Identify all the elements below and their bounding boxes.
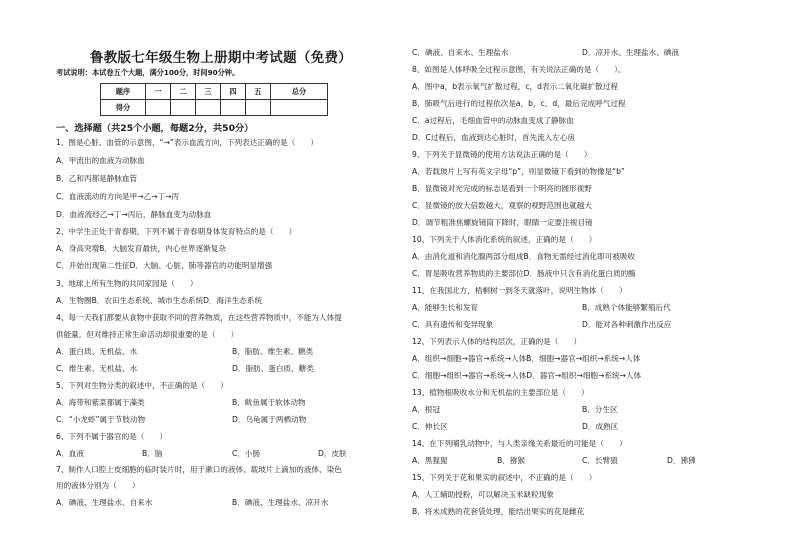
question-line: 8、如图是人体呼吸全过程示意图，有关说法正确的是（ ）。 xyxy=(412,65,626,74)
option-line: D．脂肪、蛋白质、糖类 xyxy=(232,364,314,373)
exam-note: 考试说明：本试卷五个大题，满分100分，时间90分钟。 xyxy=(56,68,240,77)
option-line: B．将未成熟的花套袋处理，能结出果实的花是雌花 xyxy=(412,507,585,516)
score-cell xyxy=(171,100,196,116)
option-line: A．身高突增B．大脑发育最快，内心世界逐渐复杂 xyxy=(56,244,226,253)
option-line: A．海带和紫菜都属于藻类 xyxy=(56,398,145,407)
option-line: A．根冠 xyxy=(412,405,440,414)
option-line: B．分生区 xyxy=(582,405,618,414)
question-line: 10、下列关于人体消化系统的叙述，正确的是（ ） xyxy=(412,235,597,244)
option-line: C．小肠 xyxy=(232,449,261,458)
option-line: A．图中a，b表示氧气扩散过程，c，d表示二氧化碳扩散过程 xyxy=(412,82,618,91)
option-line: B．乙和丙都是静脉血管 xyxy=(56,174,138,183)
option-line: B．成熟个体能够繁殖后代 xyxy=(582,303,671,312)
option-line: A．由消化道和消化腺两部分组成B．食物无需经过消化即可被吸收 xyxy=(412,252,636,261)
option-line: C．显微镜的放大倍数越大，观察的视野范围也就越大 xyxy=(412,201,592,210)
option-line: A．能够生长和发育 xyxy=(412,303,478,312)
question-line: 13、植物根吸收水分和无机盐的主要部位是（ ） xyxy=(412,388,589,397)
option-line: B．显微镜对光完成的标志是看到一个明亮的圆形视野 xyxy=(412,184,592,193)
question-line: 11、在我国北方，梧桐树一到冬天就落叶，说明生物体（ ） xyxy=(412,286,627,295)
question-line: 5、下列对生物分类的叙述中，不正确的是（ ） xyxy=(56,381,228,390)
option-line: B．脑 xyxy=(142,449,163,458)
score-header-cell: 总分 xyxy=(271,84,328,100)
question-line: 用的液体分别为（ ） xyxy=(56,481,140,490)
option-line: C．细胞→组织→器官→系统→人体D．器官→组织→细胞→系统→人体 xyxy=(412,371,642,380)
option-line: A．蛋白质、无机盐、水 xyxy=(56,347,138,356)
score-header-cell: 二 xyxy=(171,84,196,100)
score-header-cell: 题序 xyxy=(101,84,146,100)
option-line: C．胃是吸收营养物质的主要部位D．肠液中只含有消化蛋白质的酶 xyxy=(412,269,636,278)
option-line: B．鱿鱼属于软体动物 xyxy=(232,398,306,407)
option-line: C．维生素、无机盐、水 xyxy=(56,364,138,373)
score-cell xyxy=(271,100,328,116)
option-line: D．成熟区 xyxy=(582,422,619,431)
option-line: A．血液 xyxy=(56,449,84,458)
option-line: A．组织→细胞→器官→系统→人体B．细胞→器官→组织→系统→人体 xyxy=(412,354,641,363)
option-line: B．碘液、生理盐水、凉开水 xyxy=(232,498,329,507)
question-line: 7、制作人口腔上皮细胞的临时装片时，用于漱口的液体、载玻片上滴加的液体、染色 xyxy=(56,465,342,474)
option-line: D．狒狒 xyxy=(667,456,696,465)
option-line: D．乌龟属于两栖动物 xyxy=(232,415,307,424)
option-line: C．具有遗传和变异现象 xyxy=(412,320,494,329)
option-line: C．a过程后，毛细血管中的动脉血变成了静脉血 xyxy=(412,116,574,125)
option-line: D．C过程后，血液到达心脏时，首先流入左心房 xyxy=(412,133,576,142)
question-line: 15、下列关于花和果实的叙述中，不正确的是（ ） xyxy=(412,473,597,482)
question-line: 供能量，但对维持正常生命活动却很重要的是（ ） xyxy=(56,330,239,339)
section-heading: 一、选择题（共25个小题，每题2分，共50分） xyxy=(56,123,254,134)
option-line: D．皮肤 xyxy=(318,449,347,458)
option-line: D．凉开水、生理盐水、碘液 xyxy=(582,48,679,57)
score-header-cell: 五 xyxy=(246,84,271,100)
option-line: B．猕猴 xyxy=(497,456,525,465)
option-line: A．黑猩猩 xyxy=(412,456,448,465)
option-line: D．调节粗准焦螺旋镜筒下降时，眼睛一定要注视目镜 xyxy=(412,218,593,227)
score-row-label: 得分 xyxy=(101,100,146,116)
option-line: C．碘液、自来水、生理盐水 xyxy=(412,48,509,57)
option-line: C．“小龙虾”属于节肢动物 xyxy=(56,415,146,424)
option-line: D．血液流经乙→丁→丙后，静脉血变为动脉血 xyxy=(56,210,212,219)
question-line: 4、每一天我们都要从食物中获取不同的营养物质，在这些营养物质中，不能为人体提 xyxy=(56,313,342,322)
score-header-cell: 三 xyxy=(196,84,221,100)
question-line: 9、下列关于显微镜的使用方法说法正确的是（ ） xyxy=(412,150,592,159)
score-table xyxy=(100,83,328,116)
exam-title: 鲁教版七年级生物上册期中考试题（免费） xyxy=(89,50,353,66)
question-line: 14、在下列哺乳动物中，与人类亲缘关系最近的可能是（ ） xyxy=(412,439,627,448)
question-line: 1、图是心脏、血管的示意图，“→”表示血流方向，下列表达正确的是（ ） xyxy=(56,138,319,147)
score-header-cell: 四 xyxy=(221,84,246,100)
option-line: C．长臂猿 xyxy=(582,456,618,465)
option-line: C．开始出现第二性征D．大脑、心脏、肺等器官的功能明显增强 xyxy=(56,261,273,270)
option-line: B．脂肪、维生素、糖类 xyxy=(232,347,314,356)
score-cell xyxy=(196,100,221,116)
option-line: C．伸长区 xyxy=(412,422,448,431)
question-line: 2、中学生正处于青春期，下列不属于青春期身体发育特点的是（ ） xyxy=(56,227,297,236)
option-line: C．血液流动的方向是甲→乙→丁→丙 xyxy=(56,192,180,201)
question-line: 6、下列不属于器官的是（ ） xyxy=(56,432,168,441)
option-line: B．肺吸气后进行的过程依次是a，b，c，d，最后完成呼气过程 xyxy=(412,99,626,108)
score-header-cell: 一 xyxy=(146,84,171,100)
question-line: 3、地球上所有生物的共同家园是（ ） xyxy=(56,279,198,288)
option-line: A．人工辅助授粉，可以解决玉米缺粒现象 xyxy=(412,490,554,499)
score-cell xyxy=(246,100,271,116)
option-line: A．若载玻片上写有英文字母“p”，则显微镜下看到的物像是“b” xyxy=(412,167,625,176)
option-line: A．生物圈B．农田生态系统、城市生态系统D．海洋生态系统 xyxy=(56,296,263,305)
option-line: D．能对各种刺激作出反应 xyxy=(582,320,672,329)
score-cell xyxy=(221,100,246,116)
question-line: 12、下列表示人体的结构层次，正确的是（ ） xyxy=(412,337,582,346)
option-line: A．碘液、生理盐水、自来水 xyxy=(56,498,153,507)
option-line: A．甲流出的血液为动脉血 xyxy=(56,156,145,165)
score-cell xyxy=(146,100,171,116)
